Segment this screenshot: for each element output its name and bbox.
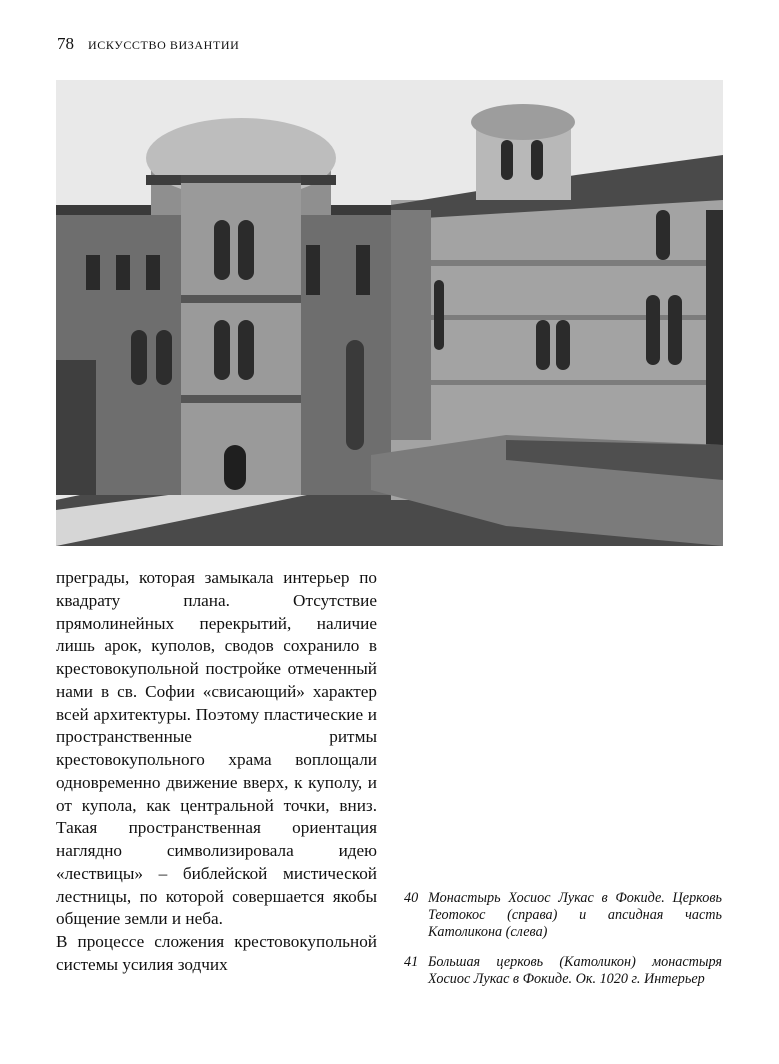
figure-captions: [404, 890, 722, 1002]
monastery-photo: [56, 80, 723, 546]
page-header: [57, 34, 239, 56]
caption-41: [404, 954, 722, 988]
paragraph-1: преграды, которая замыкала интерьер по квадрату плана. Отсутствие прямолинейных перекрытий, наличие лишь арок, куполов, сводов сохранило в крестовокупольной постройке отмеченный нами в св. Софии «свисающий» характер всей архитектуры. Поэтому пластические и пространственные ритмы крестовокупольного храма воплощали одновременно движение вверх, к куполу, и от купола, как центральной точки, вниз. Такая пространственная ориентация наглядно символизировала идею «лествицы» – библейской мистической лестницы, по которой совершается якобы общение земли и неба.: [56, 568, 377, 929]
paragraph-2: В процессе сложения крестовокупольной системы усилия зодчих: [56, 932, 377, 974]
page-number: 78: [57, 34, 74, 53]
running-title: ИСКУССТВО ВИЗАНТИИ: [88, 38, 240, 52]
caption-number: 40: [404, 890, 419, 906]
caption-text: Монастырь Хосиос Лукас в Фокиде. Церковь Теотокос (справа) и апсидная часть Католикона (слева): [428, 890, 722, 940]
body-text: [56, 567, 377, 977]
caption-40: [404, 890, 722, 940]
caption-text: Большая церковь (Католикон) монастыря Хосиос Лукас в Фокиде. Ок. 1020 г. Интерьер: [428, 954, 722, 988]
caption-number: 41: [404, 954, 419, 971]
